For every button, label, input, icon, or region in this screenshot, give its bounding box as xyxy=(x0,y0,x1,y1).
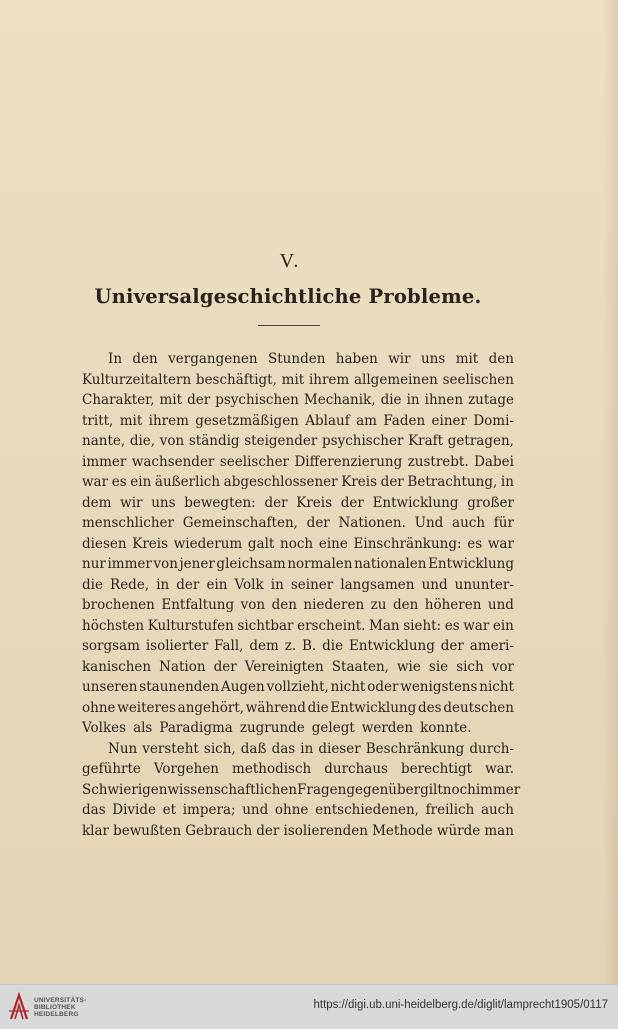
word: Einschränkung: xyxy=(353,535,462,552)
word: Fall, xyxy=(214,638,244,654)
text-line xyxy=(82,780,521,801)
word: in xyxy=(300,740,314,757)
word: höchsten xyxy=(82,617,145,634)
word: äußerlich xyxy=(154,474,221,490)
word: Man xyxy=(369,617,400,634)
word: und xyxy=(487,597,514,613)
text-line xyxy=(82,554,514,575)
word: Staaten, xyxy=(331,658,389,675)
word: beschäftigt, xyxy=(195,371,277,388)
word: von xyxy=(153,556,178,572)
word: es xyxy=(444,617,460,634)
word: getragen, xyxy=(447,433,514,449)
word: ihrem xyxy=(148,412,189,429)
text-line xyxy=(82,616,514,637)
word: dem xyxy=(82,494,112,511)
word: Und xyxy=(414,515,444,531)
word: vollzieht, xyxy=(266,679,329,695)
text-line xyxy=(82,411,514,432)
title-divider xyxy=(258,325,320,326)
word: staunenden xyxy=(139,679,220,695)
word: ständig xyxy=(188,433,240,449)
word: auch xyxy=(480,802,514,818)
word: ohne xyxy=(82,699,116,716)
word: impera; xyxy=(182,802,236,818)
text-line xyxy=(82,636,514,657)
word: Differenzierung xyxy=(294,453,403,470)
word: ihrem xyxy=(308,371,350,388)
word: Gemeinschaften, xyxy=(182,515,298,531)
text-line xyxy=(82,431,514,452)
word: höheren xyxy=(424,597,482,613)
text-line xyxy=(82,390,514,411)
word: Betrachtung, xyxy=(407,474,498,490)
word: bewegten: xyxy=(184,494,256,511)
text-line xyxy=(82,657,514,678)
word: berechtigt xyxy=(400,761,473,777)
logo-line-2: BIBLIOTHEK xyxy=(34,1004,76,1011)
word: für xyxy=(493,515,514,531)
library-logo-text xyxy=(34,997,86,1018)
word: die xyxy=(307,699,329,716)
logo-line-3: HEIDELBERG xyxy=(34,1011,79,1018)
text-line xyxy=(82,800,514,821)
word: mit xyxy=(119,412,143,429)
word: großer xyxy=(467,494,514,511)
text-line xyxy=(82,759,514,780)
word: der xyxy=(213,658,237,675)
word: uns xyxy=(420,351,446,367)
word: einer xyxy=(431,412,467,429)
word: immer xyxy=(82,453,127,470)
word: Fragen xyxy=(297,781,347,798)
word: unseren xyxy=(82,679,138,695)
word: seiner xyxy=(290,576,334,593)
word: Entwicklung xyxy=(428,556,514,572)
word: Vereinigten xyxy=(244,658,324,675)
word: uns xyxy=(151,494,176,511)
word: entschiedenen, xyxy=(315,802,419,818)
word: Kreis xyxy=(132,535,169,552)
word: diesen xyxy=(82,535,127,552)
word: Nun xyxy=(108,740,138,757)
word: in xyxy=(500,474,514,490)
word: versteht xyxy=(142,740,199,757)
word: seelischer xyxy=(219,453,290,470)
word: abgeschlossener xyxy=(223,474,338,490)
word: man xyxy=(484,822,514,839)
word: vergangenen xyxy=(168,351,258,367)
word: Entfaltung xyxy=(161,597,235,613)
word: wissenschaftlichen xyxy=(167,781,298,798)
word: geführte xyxy=(82,761,141,777)
word: nicht xyxy=(330,679,366,695)
word: Faden xyxy=(383,412,426,429)
word: ununter- xyxy=(454,576,514,593)
word: methodisch xyxy=(232,761,312,777)
word: Kreis xyxy=(296,494,333,511)
word: den xyxy=(392,597,419,613)
text-line xyxy=(82,677,514,698)
word: steigender xyxy=(244,433,318,449)
word: der xyxy=(256,822,280,839)
word: langsamen xyxy=(340,576,415,593)
text-line xyxy=(82,534,514,555)
word: zutage xyxy=(468,392,514,408)
word: galt xyxy=(247,535,275,552)
word: dem xyxy=(249,638,279,654)
word: immer xyxy=(475,781,521,798)
word: der xyxy=(176,576,200,593)
word: angehört, xyxy=(177,699,245,716)
word: Schwierigen xyxy=(82,781,168,798)
word: durch- xyxy=(469,740,514,757)
word: daß xyxy=(240,740,267,757)
word: Paradigma xyxy=(159,720,233,736)
word: mit xyxy=(455,351,479,367)
word: sich xyxy=(456,658,484,675)
word: normalen xyxy=(287,556,353,572)
text-line xyxy=(82,472,514,493)
word: klar xyxy=(82,822,109,839)
word: gelegt xyxy=(311,720,355,736)
word: am xyxy=(356,412,377,429)
text-line xyxy=(82,370,514,391)
word: sie xyxy=(428,658,449,675)
word: Kraft xyxy=(408,433,444,449)
word: ein xyxy=(492,617,514,634)
word: in xyxy=(406,392,420,408)
word: der xyxy=(380,474,404,490)
word: nationalen xyxy=(354,556,427,572)
word: haben xyxy=(335,351,378,367)
word: den xyxy=(488,351,514,367)
word: bewußten xyxy=(113,822,182,839)
word: von xyxy=(159,433,185,449)
word: Nationen. xyxy=(338,515,406,531)
word: ihnen xyxy=(424,392,464,408)
word: Divide xyxy=(112,802,156,818)
word: in xyxy=(156,576,170,593)
word: jener xyxy=(179,556,215,572)
word: noch xyxy=(442,781,476,798)
word: die xyxy=(322,638,344,654)
word: Entwicklung xyxy=(330,699,417,716)
word: Charakter, xyxy=(82,392,155,408)
word: vor xyxy=(491,658,514,675)
word: Gebrauch xyxy=(185,822,253,839)
word: ameri- xyxy=(469,638,514,654)
word: die, xyxy=(129,433,156,449)
word: nicht xyxy=(479,679,514,695)
word: menschlicher xyxy=(82,515,175,531)
text-line xyxy=(82,821,514,842)
text-line xyxy=(82,513,514,534)
word: z. xyxy=(284,638,297,654)
logo-line-1: UNIVERSITÄTS- xyxy=(34,997,87,1004)
body-text xyxy=(82,349,521,841)
text-line xyxy=(82,698,514,719)
permalink-url[interactable]: https://digi.ub.uni-heidelberg.de/diglit/lamprecht1905/0117 xyxy=(313,999,608,1011)
text-line xyxy=(82,493,514,514)
word: war xyxy=(82,474,109,490)
text-line xyxy=(82,575,514,596)
word: mit xyxy=(159,392,183,408)
word: sichtbar xyxy=(237,617,294,634)
word: Volk xyxy=(234,576,264,593)
word: wir xyxy=(120,494,143,511)
text-line xyxy=(82,718,514,739)
word: die xyxy=(380,392,402,408)
word: nante, xyxy=(82,433,126,449)
word: Rede, xyxy=(110,576,150,593)
word: zugrunde xyxy=(239,720,305,736)
word: der xyxy=(187,392,211,408)
word: mit xyxy=(281,371,305,388)
text-line xyxy=(82,349,514,370)
word: oder xyxy=(367,679,399,695)
word: sorgsam xyxy=(82,638,140,654)
word: wenigstens xyxy=(400,679,478,695)
word: nur xyxy=(82,556,106,572)
word: gilt xyxy=(420,781,443,798)
viewer-footer xyxy=(0,984,618,1029)
word: sich, xyxy=(203,740,236,757)
word: war xyxy=(487,535,514,552)
word: die xyxy=(82,576,103,593)
word: und xyxy=(242,802,269,818)
word: weiteres xyxy=(117,699,176,716)
word: Kreis xyxy=(341,474,378,490)
word: würde xyxy=(436,822,481,839)
word: Ablauf xyxy=(305,412,350,429)
word: den xyxy=(132,351,158,367)
word: und xyxy=(421,576,448,593)
word: zustrebt. xyxy=(407,453,469,470)
chapter-title: Universalgeschichtliche Probleme. xyxy=(94,285,482,308)
word: Volkes xyxy=(82,720,127,736)
word: es xyxy=(467,535,483,552)
word: Stunden xyxy=(268,351,326,367)
word: gesetzmäßigen xyxy=(195,412,299,429)
word: war xyxy=(463,617,490,634)
word: Domi- xyxy=(473,412,514,429)
word: ein xyxy=(206,576,228,593)
word: Beschränkung xyxy=(365,740,465,757)
word: der xyxy=(340,494,364,511)
word: gleichsam xyxy=(216,556,286,572)
word: konnte. xyxy=(420,720,472,736)
word: ohne xyxy=(274,802,309,818)
word: B. xyxy=(302,638,317,654)
word: wir xyxy=(388,351,411,367)
word: Kulturstufen xyxy=(147,617,234,634)
word: et xyxy=(162,802,177,818)
word: den xyxy=(271,597,297,613)
word: psychischer xyxy=(322,433,404,449)
word: als xyxy=(133,720,153,736)
word: ein xyxy=(130,474,152,490)
word: immer xyxy=(107,556,152,572)
word: freilich xyxy=(425,802,475,818)
word: durchaus xyxy=(324,761,388,777)
word: zu xyxy=(370,597,387,613)
text-line xyxy=(82,452,514,473)
word: Mechanik, xyxy=(303,392,376,408)
word: es xyxy=(111,474,127,490)
word: das xyxy=(271,740,296,757)
word: psychischen xyxy=(215,392,299,408)
word: niederen xyxy=(303,597,365,613)
word: Augen xyxy=(220,679,265,695)
word: sieht: xyxy=(403,617,442,634)
word: von xyxy=(240,597,266,613)
word: In xyxy=(108,351,123,367)
word: während xyxy=(245,699,306,716)
word: gegenüber xyxy=(346,781,421,798)
word: noch xyxy=(280,535,314,552)
word: des xyxy=(418,699,442,716)
word: Entwicklung xyxy=(348,638,435,654)
word: erscheint. xyxy=(297,617,366,634)
word: Nation xyxy=(159,658,206,675)
word: Entwicklung xyxy=(372,494,459,511)
word: in xyxy=(270,576,284,593)
word: der xyxy=(306,515,330,531)
word: allgemeinen xyxy=(354,371,438,388)
word: tritt, xyxy=(82,412,114,429)
word: Dabei xyxy=(474,453,514,470)
word: brochenen xyxy=(82,597,155,613)
word: deutschen xyxy=(443,699,514,716)
chapter-number: V. xyxy=(279,250,301,272)
word: auch xyxy=(452,515,486,531)
word: war. xyxy=(485,761,514,777)
word: isolierenden xyxy=(283,822,368,839)
word: Kulturzeitaltern xyxy=(82,371,192,388)
page-edge-shadow xyxy=(602,0,618,984)
word: wachsender xyxy=(131,453,215,470)
university-library-logo-icon xyxy=(8,991,30,1021)
word: der xyxy=(264,494,288,511)
word: isolierter xyxy=(145,638,209,654)
word: wie xyxy=(397,658,421,675)
word: seelischen xyxy=(442,371,514,388)
word: der xyxy=(440,638,464,654)
text-line xyxy=(82,739,514,760)
word: dieser xyxy=(318,740,361,757)
word: Methode xyxy=(372,822,433,839)
word: wiederum xyxy=(173,535,243,552)
word: Vorgehen xyxy=(153,761,220,777)
text-line xyxy=(82,595,514,616)
word: werden xyxy=(361,720,414,736)
word: eine xyxy=(318,535,348,552)
word: das xyxy=(82,802,106,818)
word: kanischen xyxy=(82,658,152,675)
